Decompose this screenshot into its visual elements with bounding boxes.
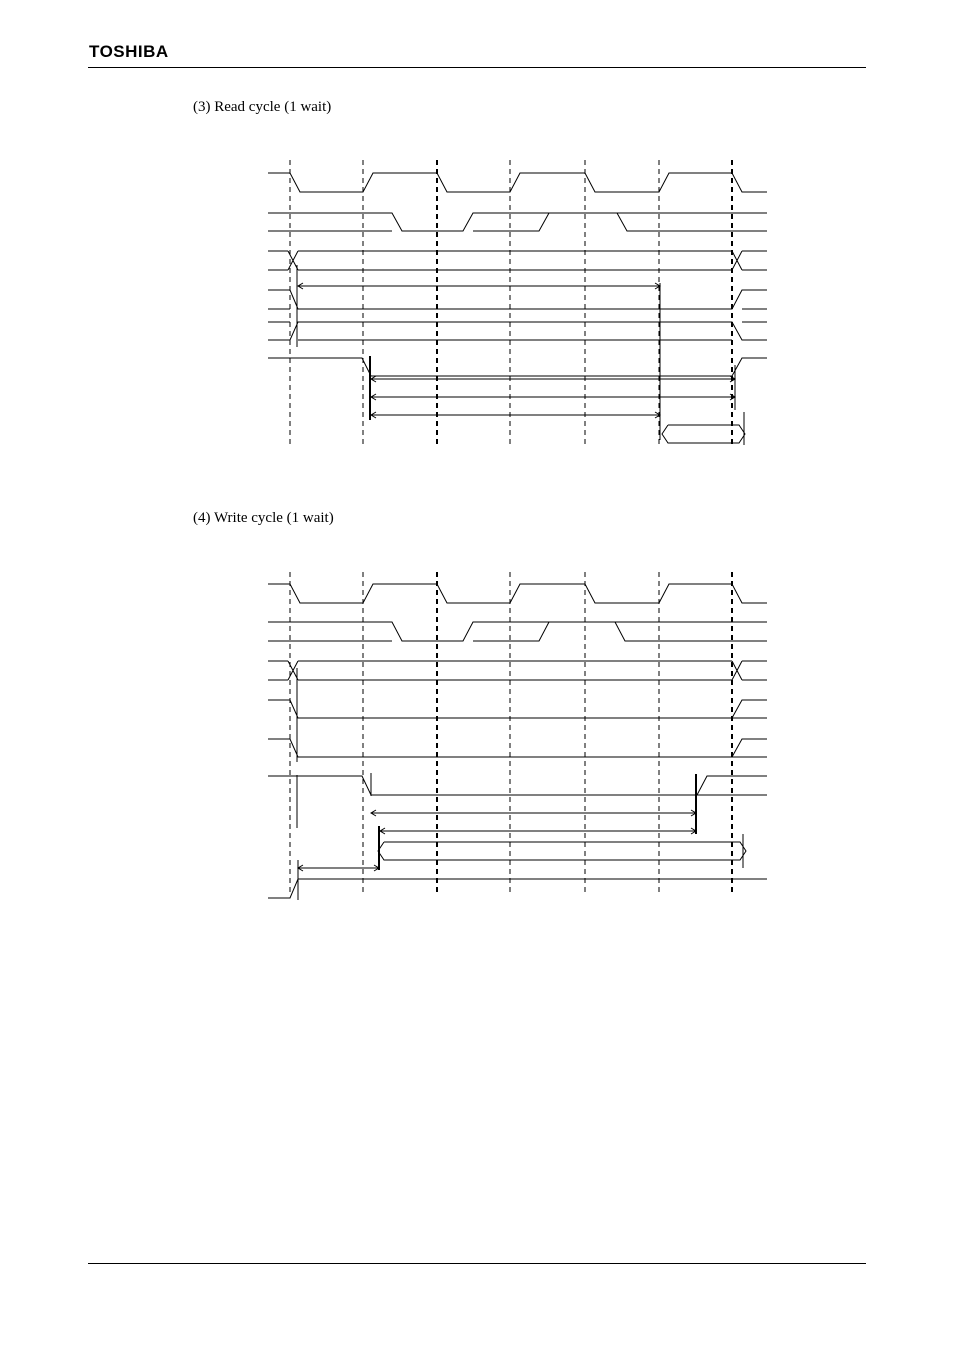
write-data-valid	[378, 842, 746, 860]
write-signal-5	[268, 739, 767, 757]
write-signal-4	[268, 700, 767, 718]
write-signal-last	[268, 879, 767, 898]
write-cycle-caption: (4) Write cycle (1 wait)	[193, 510, 334, 526]
write-signal-2-upper	[268, 622, 767, 641]
write-clock-waveform	[268, 584, 767, 603]
toshiba-logo: TOSHIBA	[89, 42, 169, 61]
read-cycle-caption: (3) Read cycle (1 wait)	[193, 99, 332, 115]
write-signal-wr	[268, 776, 767, 795]
write-grid-lines	[290, 572, 659, 895]
footer-rule	[88, 1263, 866, 1264]
